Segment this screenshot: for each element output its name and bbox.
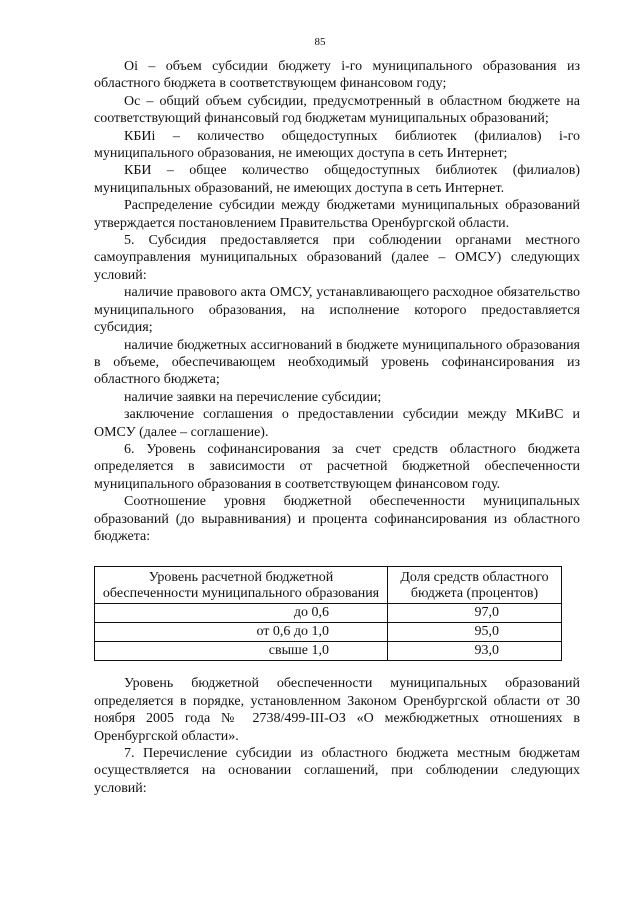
- header-regional-share: Доля средств областного бюджета (процентов): [388, 567, 562, 604]
- table-row: [95, 642, 562, 661]
- table-row: [95, 623, 562, 642]
- share-cell: 97,0: [388, 604, 562, 623]
- table-row: [95, 604, 562, 623]
- paragraph: 5. Субсидия предоставляется при соблюдении органами местного самоуправления муниципальных образований (далее – ОМСУ) следующих условий:: [94, 233, 580, 283]
- paragraph: заключение соглашения о предоставлении субсидии между МКиВС и ОМСУ (далее – соглашение).: [94, 407, 580, 440]
- paragraph: КБИ – общее количество общедоступных библиотек (филиалов) муниципальных образований, не имеющих доступа в сеть Интернет.: [94, 163, 580, 196]
- level-cell: свыше 1,0: [95, 642, 388, 661]
- paragraph: 7. Перечисление субсидии из областного бюджета местным бюджетам осуществляется на основании соглашений, при соблюдении следующих условий:: [94, 746, 580, 796]
- paragraph: КБИi – количество общедоступных библиотек (филиалов) i-го муниципального образования, не имеющих доступа в сеть Интернет;: [94, 128, 580, 162]
- body-text: [94, 58, 580, 797]
- paragraph: Уровень бюджетной обеспеченности муниципальных образований определяется в порядке, установленном Законом Оренбургской области от 30 ноября 2005 года № 2738/499-III-ОЗ «О межбюджетных отношениях в Оренбургской области».: [94, 676, 580, 744]
- cofinancing-table: [94, 566, 562, 661]
- level-cell: от 0,6 до 1,0: [95, 623, 388, 642]
- header-budget-level: Уровень расчетной бюджетной обеспеченности муниципального образования: [95, 567, 388, 604]
- share-cell: 93,0: [388, 642, 562, 661]
- level-cell: до 0,6: [95, 604, 388, 623]
- paragraph: 6. Уровень софинансирования за счет средств областного бюджета определяется в зависимости от расчетной бюджетной обеспеченности муниципального образования в соответствующем финансовом году.: [94, 441, 580, 492]
- share-cell: 95,0: [388, 623, 562, 642]
- paragraph: Распределение субсидии между бюджетами муниципальных образований утверждается постановлением Правительства Оренбургской области.: [94, 198, 580, 231]
- page-number: 85: [314, 36, 326, 48]
- paragraph: наличие бюджетных ассигнований в бюджете муниципального образования в объеме, обеспечивающем необходимый уровень софинансирования из областного бюджета;: [94, 337, 580, 388]
- paragraph: Ос – общий объем субсидии, предусмотренный в областном бюджете на соответствующий финансовый год бюджетам муниципальных образований;: [94, 93, 580, 127]
- paragraph: Oi – объем субсидии бюджету i-го муниципального образования из областного бюджета в соответствующем финансовом году;: [94, 59, 580, 92]
- paragraph: наличие правового акта ОМСУ, устанавливающего расходное обязательство муниципального образования, на исполнение которого предоставляется субсидия;: [94, 285, 580, 336]
- table-header-row: [95, 567, 562, 604]
- paragraph: наличие заявки на перечисление субсидии;: [124, 389, 382, 405]
- paragraph: Соотношение уровня бюджетной обеспеченности муниципальных образований (до выравнивания) и процента софинансирования из областного бюджета:: [94, 494, 580, 544]
